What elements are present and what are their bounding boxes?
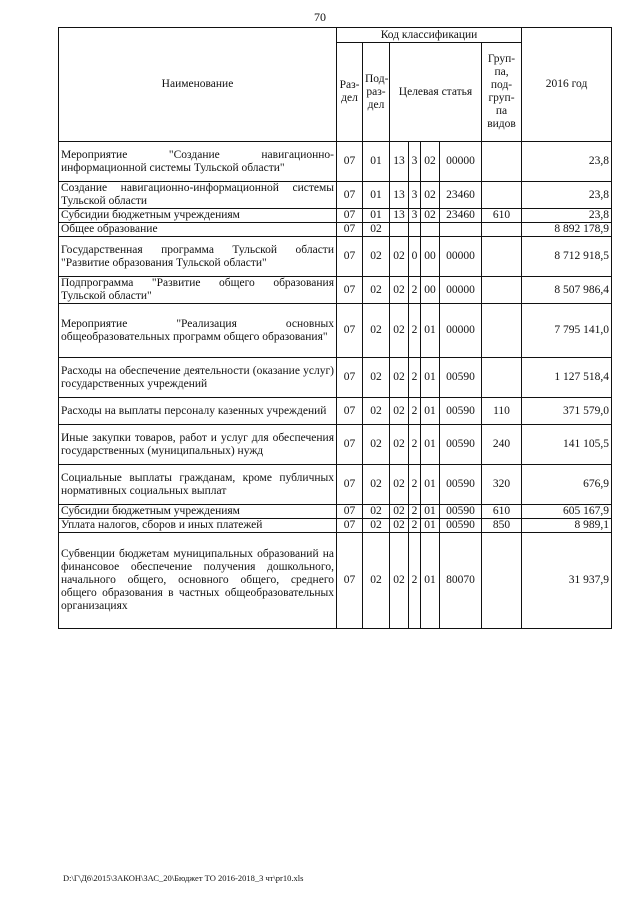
row-podrazdel: 02 [363, 237, 390, 277]
row-target-direction [440, 223, 482, 237]
table-row [59, 223, 612, 237]
row-expense-type: 320 [482, 465, 522, 505]
row-target-subprogram: 3 [409, 142, 421, 182]
row-amount-2016: 605 167,9 [522, 505, 612, 519]
row-razdel: 07 [337, 533, 363, 629]
row-target-direction: 00590 [440, 398, 482, 425]
row-razdel: 07 [337, 304, 363, 358]
table-row [59, 182, 612, 209]
row-target-subprogram: 2 [409, 358, 421, 398]
row-target-direction: 00590 [440, 425, 482, 465]
row-target-program [390, 223, 409, 237]
row-name: Уплата налогов, сборов и иных платежей [59, 519, 337, 533]
row-target-event [421, 223, 440, 237]
row-target-program: 02 [390, 358, 409, 398]
row-target-event: 01 [421, 358, 440, 398]
row-target-program: 13 [390, 209, 409, 223]
row-target-subprogram: 2 [409, 533, 421, 629]
row-amount-2016: 23,8 [522, 142, 612, 182]
row-expense-type [482, 237, 522, 277]
row-target-event: 00 [421, 277, 440, 304]
row-expense-type: 110 [482, 398, 522, 425]
table-row [59, 142, 612, 182]
header-name: Наименование [59, 28, 337, 142]
row-name: Субсидии бюджетным учреждениям [59, 209, 337, 223]
row-target-subprogram: 2 [409, 398, 421, 425]
row-target-program: 02 [390, 237, 409, 277]
row-podrazdel: 02 [363, 505, 390, 519]
table-row [59, 465, 612, 505]
row-expense-type [482, 142, 522, 182]
row-target-subprogram: 2 [409, 519, 421, 533]
row-razdel: 07 [337, 465, 363, 505]
row-target-subprogram: 2 [409, 277, 421, 304]
row-razdel: 07 [337, 182, 363, 209]
row-amount-2016: 141 105,5 [522, 425, 612, 465]
row-target-direction: 23460 [440, 182, 482, 209]
row-target-program: 02 [390, 277, 409, 304]
row-target-program: 02 [390, 398, 409, 425]
row-name: Расходы на обеспечение деятельности (оказание услуг) государственных учреждений [59, 358, 337, 398]
row-target-direction: 00590 [440, 505, 482, 519]
row-target-event: 01 [421, 425, 440, 465]
header-razdel: Раз-дел [337, 43, 363, 142]
table-row [59, 505, 612, 519]
row-amount-2016: 1 127 518,4 [522, 358, 612, 398]
row-name: Субсидии бюджетным учреждениям [59, 505, 337, 519]
row-podrazdel: 02 [363, 425, 390, 465]
row-expense-type: 240 [482, 425, 522, 465]
row-target-direction: 00000 [440, 142, 482, 182]
row-target-subprogram: 3 [409, 209, 421, 223]
row-target-program: 13 [390, 182, 409, 209]
row-podrazdel: 01 [363, 182, 390, 209]
row-target-direction: 80070 [440, 533, 482, 629]
row-name: Иные закупки товаров, работ и услуг для обеспечения государственных (муниципальных) нужд [59, 425, 337, 465]
row-target-program: 02 [390, 465, 409, 505]
row-target-subprogram: 3 [409, 182, 421, 209]
row-amount-2016: 8 989,1 [522, 519, 612, 533]
row-target-event: 02 [421, 182, 440, 209]
table-row [59, 398, 612, 425]
row-podrazdel: 02 [363, 465, 390, 505]
row-target-subprogram: 2 [409, 465, 421, 505]
table-row [59, 425, 612, 465]
table-row [59, 277, 612, 304]
row-razdel: 07 [337, 519, 363, 533]
row-expense-type [482, 182, 522, 209]
row-name: Социальные выплаты гражданам, кроме публичных нормативных социальных выплат [59, 465, 337, 505]
row-amount-2016: 8 507 986,4 [522, 277, 612, 304]
row-expense-type: 610 [482, 505, 522, 519]
row-target-event: 01 [421, 465, 440, 505]
row-target-program: 02 [390, 505, 409, 519]
row-target-direction: 00000 [440, 277, 482, 304]
table-row [59, 533, 612, 629]
row-razdel: 07 [337, 277, 363, 304]
row-amount-2016: 7 795 141,0 [522, 304, 612, 358]
row-target-event: 00 [421, 237, 440, 277]
row-expense-type [482, 358, 522, 398]
row-target-program: 02 [390, 533, 409, 629]
row-target-program: 02 [390, 519, 409, 533]
row-expense-type [482, 223, 522, 237]
header-year: 2016 год [522, 28, 612, 142]
row-amount-2016: 676,9 [522, 465, 612, 505]
row-target-event: 01 [421, 398, 440, 425]
row-amount-2016: 31 937,9 [522, 533, 612, 629]
row-expense-type [482, 304, 522, 358]
row-podrazdel: 02 [363, 398, 390, 425]
row-target-subprogram: 2 [409, 304, 421, 358]
row-target-program: 13 [390, 142, 409, 182]
row-target-event: 01 [421, 304, 440, 358]
row-podrazdel: 02 [363, 277, 390, 304]
table-body [59, 142, 612, 629]
row-amount-2016: 8 892 178,9 [522, 223, 612, 237]
row-razdel: 07 [337, 237, 363, 277]
budget-table [58, 27, 612, 629]
header-vid: Груп-па, под-груп-па видов [482, 43, 522, 142]
row-name: Субвенции бюджетам муниципальных образований на финансовое обеспечение получения дошкольного, начального общего, основного общего, среднего общего образования в частных общеобразовательных организациях [59, 533, 337, 629]
row-target-event: 02 [421, 142, 440, 182]
row-razdel: 07 [337, 425, 363, 465]
row-amount-2016: 8 712 918,5 [522, 237, 612, 277]
table-row [59, 237, 612, 277]
row-target-direction: 00000 [440, 304, 482, 358]
row-razdel: 07 [337, 505, 363, 519]
table-row [59, 519, 612, 533]
row-target-program: 02 [390, 304, 409, 358]
row-target-subprogram: 0 [409, 237, 421, 277]
row-podrazdel: 01 [363, 209, 390, 223]
row-target-event: 01 [421, 505, 440, 519]
table-row [59, 304, 612, 358]
row-name: Мероприятие "Реализация основных общеобразовательных программ общего образования" [59, 304, 337, 358]
row-expense-type: 610 [482, 209, 522, 223]
row-podrazdel: 02 [363, 533, 390, 629]
header-classification: Код классификации [337, 28, 522, 43]
row-razdel: 07 [337, 209, 363, 223]
row-name: Общее образование [59, 223, 337, 237]
row-target-subprogram: 2 [409, 505, 421, 519]
row-amount-2016: 23,8 [522, 209, 612, 223]
header-row-top [59, 28, 612, 43]
row-expense-type [482, 533, 522, 629]
row-podrazdel: 01 [363, 142, 390, 182]
row-podrazdel: 02 [363, 358, 390, 398]
row-target-direction: 00590 [440, 519, 482, 533]
row-target-direction: 00000 [440, 237, 482, 277]
page-number: 70 [314, 10, 326, 24]
row-podrazdel: 02 [363, 304, 390, 358]
table-row [59, 358, 612, 398]
row-name: Государственная программа Тульской области "Развитие образования Тульской области" [59, 237, 337, 277]
row-target-event: 01 [421, 519, 440, 533]
row-target-direction: 00590 [440, 358, 482, 398]
row-razdel: 07 [337, 223, 363, 237]
row-target-subprogram [409, 223, 421, 237]
row-name: Мероприятие "Создание навигационно-информационной системы Тульской области" [59, 142, 337, 182]
row-target-direction: 00590 [440, 465, 482, 505]
row-name: Расходы на выплаты персоналу казенных учреждений [59, 398, 337, 425]
row-razdel: 07 [337, 398, 363, 425]
row-name: Создание навигационно-информационной системы Тульской области [59, 182, 337, 209]
row-expense-type [482, 277, 522, 304]
row-target-event: 02 [421, 209, 440, 223]
row-target-direction: 23460 [440, 209, 482, 223]
header-target-article: Целевая статья [390, 43, 482, 142]
row-amount-2016: 371 579,0 [522, 398, 612, 425]
row-podrazdel: 02 [363, 519, 390, 533]
row-podrazdel: 02 [363, 223, 390, 237]
row-expense-type: 850 [482, 519, 522, 533]
table-row [59, 209, 612, 223]
row-razdel: 07 [337, 142, 363, 182]
header-podrazdel: Под-раз-дел [363, 43, 390, 142]
row-target-event: 01 [421, 533, 440, 629]
file-path-footer: D:\Г\Д6\2015\ЗАКОН\ЗАС_20\Бюджет ТО 2016-2018_3 чт\pr10.xls [63, 873, 304, 883]
row-amount-2016: 23,8 [522, 182, 612, 209]
row-target-program: 02 [390, 425, 409, 465]
row-name: Подпрограмма "Развитие общего образования Тульской области" [59, 277, 337, 304]
row-target-subprogram: 2 [409, 425, 421, 465]
row-razdel: 07 [337, 358, 363, 398]
